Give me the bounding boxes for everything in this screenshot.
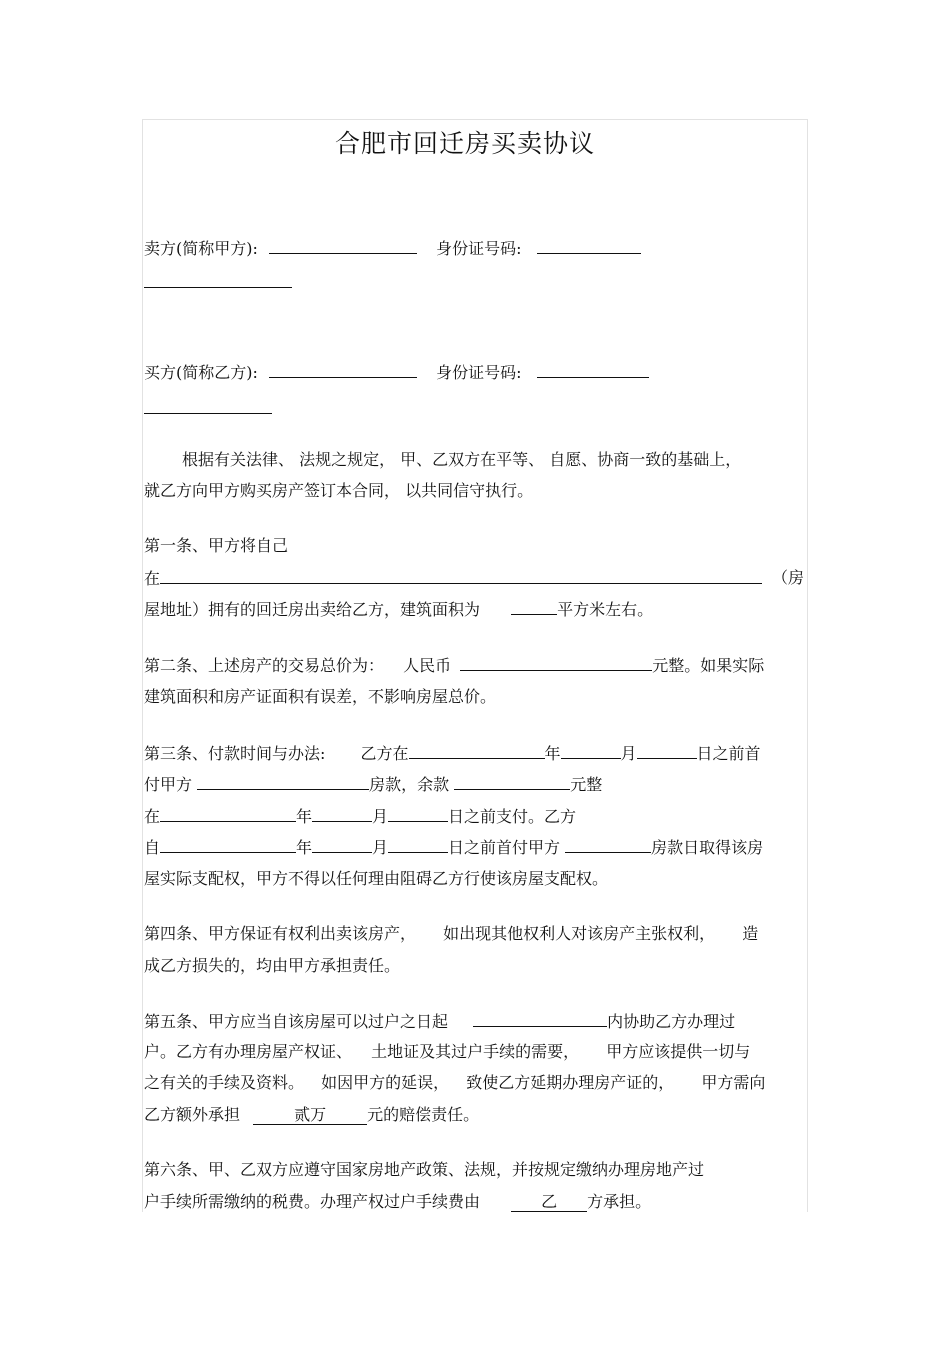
month-label: 月	[372, 838, 389, 857]
article-6-fee-label: 户手续所需缴纳的税费。办理产权过户手续费由	[144, 1192, 481, 1211]
article-5-compensation-label: 乙方额外承担	[144, 1105, 241, 1124]
article-1-area-unit: 平方米左右。	[557, 600, 654, 619]
balance-year-blank[interactable]	[160, 806, 296, 822]
balance-day-blank[interactable]	[388, 806, 448, 822]
article-3-in: 在	[144, 807, 161, 826]
buyer-label: 买方(简称乙方):	[144, 363, 258, 382]
article-5-assist: 内协助乙方办理过	[607, 1012, 736, 1031]
seller-id-continuation	[144, 272, 292, 293]
article-6-fee-end: 方承担。	[587, 1192, 652, 1211]
year-label: 年	[544, 744, 561, 763]
buyer-id-label: 身份证号码:	[436, 363, 522, 382]
month-label: 月	[372, 807, 389, 826]
article-3-from: 自	[144, 838, 161, 857]
article-1-line-3	[144, 599, 653, 620]
article-6-line-1: 第六条、甲、乙双方应遵守国家房地产政策、法规，并按规定缴纳办理房地产过	[144, 1160, 705, 1179]
seller-name-blank[interactable]	[269, 238, 417, 254]
article-5-compensation-end: 元的赔偿责任。	[367, 1105, 480, 1124]
month-label: 月	[620, 744, 637, 763]
year-label: 年	[296, 838, 313, 857]
article-3-line-2	[144, 774, 602, 795]
article-2-yuan: 元整。如果实际	[652, 656, 765, 675]
compensation-amount[interactable]: 贰万	[253, 1106, 367, 1125]
article-3-yuan: 元整	[570, 775, 603, 794]
control-payment-blank[interactable]	[565, 837, 651, 853]
buyer-name-blank[interactable]	[269, 362, 417, 378]
article-3-balance-text: 日之前支付。乙方	[448, 807, 577, 826]
buyer-id-blank-cont[interactable]	[144, 398, 272, 414]
buyer-line	[144, 362, 649, 383]
article-5-line-1	[144, 1011, 735, 1032]
article-6-line-2	[144, 1192, 651, 1212]
article-5-line-4	[144, 1105, 479, 1125]
price-blank[interactable]	[460, 655, 652, 671]
article-5-part-g: 甲方需向	[701, 1073, 766, 1092]
article-5-part-f: 致使乙方延期办理房产证的，	[466, 1073, 675, 1092]
intro-line-1: 根据有关法律、 法规之规定， 甲、乙双方在平等、 自愿、协商一致的基础上，	[182, 450, 742, 469]
article-5-part-a: 户。乙方有办理房屋产权证、	[144, 1042, 353, 1061]
seller-id-blank-cont[interactable]	[144, 272, 292, 288]
article-5-part-c: 甲方应该提供一切与	[606, 1042, 751, 1061]
article-3-line-5: 屋实际支配权，甲方不得以任何理由阻碍乙方行使该房屋支配权。	[144, 869, 609, 888]
article-3-line-1	[144, 743, 761, 764]
fee-party[interactable]: 乙	[511, 1193, 587, 1212]
article-1-line-2	[144, 568, 804, 589]
buyer-id-continuation	[144, 398, 272, 419]
article-5-line-3	[144, 1073, 765, 1093]
seller-id-label: 身份证号码:	[436, 239, 522, 258]
article-3-control-text: 日之前首付甲方	[448, 838, 561, 857]
article-5-line-2	[144, 1042, 750, 1062]
article-3-pay-party: 付甲方	[144, 775, 193, 794]
article-1-line-1: 第一条、甲方将自己	[144, 536, 289, 555]
intro-line-2: 就乙方向甲方购买房产签订本合同， 以共同信守执行。	[144, 481, 534, 500]
area-blank[interactable]	[511, 599, 557, 615]
first-payment-amount-blank[interactable]	[197, 774, 369, 790]
article-2-price-label: 第二条、上述房产的交易总价为：	[144, 656, 385, 675]
article-4-part-b: 如出现其他权利人对该房产主张权利，	[443, 924, 716, 943]
first-pay-day-blank[interactable]	[637, 743, 697, 759]
article-3-title: 第三条、付款时间与办法:	[144, 744, 326, 763]
article-3-before: 日之前首	[696, 744, 761, 763]
article-4-part-a: 第四条、甲方保证有权利出卖该房产，	[144, 924, 417, 943]
first-pay-month-blank[interactable]	[561, 743, 621, 759]
remaining-amount-blank[interactable]	[454, 774, 570, 790]
article-2-line-2: 建筑面积和房产证面积有误差，不影响房屋总价。	[144, 687, 497, 706]
article-2-line-1	[144, 655, 764, 676]
article-3-line-4	[144, 837, 763, 858]
article-1-paren: （房	[771, 568, 804, 587]
transfer-period-blank[interactable]	[473, 1011, 607, 1027]
article-3-remaining: 房款，余款	[369, 775, 450, 794]
article-5-part-d: 之有关的手续及资料。	[144, 1073, 305, 1092]
article-3-yifang: 乙方在	[360, 744, 409, 763]
control-day-blank[interactable]	[388, 837, 448, 853]
article-5-title: 第五条、甲方应当自该房屋可以过户之日起	[144, 1012, 449, 1031]
control-year-blank[interactable]	[160, 837, 296, 853]
article-5-part-e: 如因甲方的延误，	[321, 1073, 450, 1092]
article-4-line-2: 成乙方损失的，均由甲方承担责任。	[144, 956, 401, 975]
article-5-part-b: 土地证及其过户手续的需要，	[371, 1042, 580, 1061]
buyer-id-blank[interactable]	[537, 362, 649, 378]
seller-label: 卖方(简称甲方):	[144, 239, 258, 258]
document-title: 合肥市回迁房买卖协议	[334, 129, 595, 158]
year-label: 年	[296, 807, 313, 826]
seller-line	[144, 238, 641, 259]
article-3-control-end: 房款日取得该房	[651, 838, 764, 857]
seller-id-blank[interactable]	[537, 238, 641, 254]
article-4-part-c: 造	[742, 924, 759, 943]
balance-month-blank[interactable]	[312, 806, 372, 822]
house-address-blank[interactable]	[160, 568, 762, 584]
article-2-rmb: 人民币	[403, 656, 452, 675]
first-pay-year-blank[interactable]	[409, 743, 545, 759]
article-4-line-1	[144, 924, 758, 944]
article-1-area-label: 屋地址）拥有的回迁房出卖给乙方，建筑面积为	[144, 600, 481, 619]
article-1-in: 在	[144, 569, 161, 588]
article-3-line-3	[144, 806, 576, 827]
control-month-blank[interactable]	[312, 837, 372, 853]
